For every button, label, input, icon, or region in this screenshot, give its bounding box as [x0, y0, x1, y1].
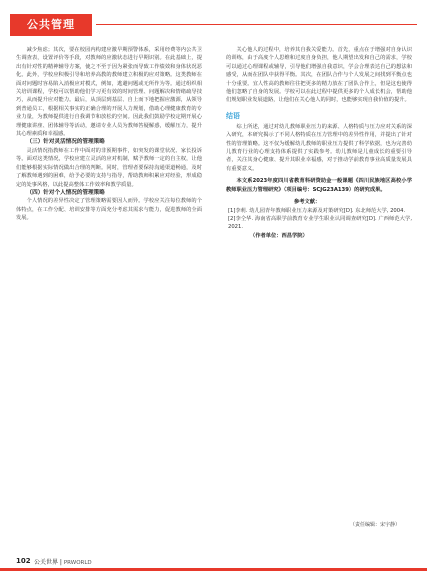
- header-rule: [96, 24, 417, 25]
- reference-item: [1]李莉. 幼儿园青年教师职业压力来源及对策研究[D]. 东北师范大学, 2004.: [228, 207, 406, 214]
- conclusion-heading: 结语: [226, 111, 240, 120]
- page-number: 102: [16, 557, 31, 565]
- section-tag: 公共管理: [10, 14, 92, 36]
- editor-note: （责任编辑：宋宇静）: [350, 522, 401, 528]
- right-column: [226, 46, 412, 240]
- page-header: [10, 14, 427, 36]
- author-affiliation: （作者单位：西昌学院）: [250, 232, 308, 239]
- body-paragraph: 灵活情况指教师在工作中面对的非预期事件，如突发的课堂状况、家长投诉等。面对这类情况，学校应建立灵活的应对机制，赋予教师一定的自主权，让他们能够根据实际情况做出合理的判断。同时，管理者要保持沟通渠道畅通，及时了解教师遇到的困难，给予必要的支持与指导，帮助教师积累应对经验，形成稳定的处事风格，以此提高整体工作效率和教学质量。: [16, 147, 202, 188]
- magazine-name-cn: 公关世界 |: [34, 559, 64, 566]
- magazine-name: [34, 557, 92, 566]
- body-paragraph: 个人情况的差异性决定了管理策略需要因人而异。学校应关注每位教师的个体特点，在工作分配、培训安排等方面充分考虑其需求与能力，促进教师的全面发展。: [16, 198, 202, 222]
- funding-note: 本文系2023年度四川省教育科研资助金一般课题《四川民族地区高校小学教师职业压力管理研究》（项目编号：SCJG23A139）的研究成果。: [226, 178, 412, 193]
- reference-item: [2]李仝华. 海南省高职学前教育专业学生职业认同调查研究[D]. 广西师范大学, 2021.: [228, 215, 412, 231]
- references-title: 参考文献：: [294, 199, 321, 206]
- magazine-name-en: PRWORLD: [63, 560, 92, 566]
- left-column: [16, 46, 202, 223]
- section-heading: （三）针对灵活情况的管理策略: [26, 139, 105, 146]
- page-footer: [0, 557, 427, 571]
- body-paragraph: 综上所述，通过对幼儿教师职业压力的来源、人格特质与压力应对关系的深入研究，本研究揭示了不同人格特质在压力管理中的差异性作用，并提出了针对性的管理策略。这不仅为缓解幼儿教师的职业压力提供了科学依据，也为完善幼儿教育行业的心理支持体系提供了实践参考。幼儿教师是儿童成长的重要引导者，关注其身心健康、提升其职业幸福感，对于推动学前教育事业高质量发展具有重要意义。: [226, 123, 412, 172]
- body-paragraph: 关心他人的过程中，培养其自我关爱能力。首先，重点在于增强对自身认识的训练，由于高度个人思维和过度自身负担，他人期望出发和自己的需求，学校可以通过心理课程或辅导，引导他们增强自我意识，学会合理表达自己的想法和感受，从而在团队中获得平衡。其次，在团队合作与个人发展之间找到平衡点也十分重要。宜人性高的教师往往把更多的精力放在了团队合作上，但是这也使得他们忽略了自身的发展。学校可以在此过程中提供更多的个人成长机会，帮助他们规划职业发展道路，让他们在关心他人的同时，也能够实现自我价值的提升。: [226, 47, 412, 104]
- section-heading: （四）针对个人情况的管理策略: [26, 189, 105, 196]
- body-paragraph: 减少焦虑；其次，要在校园内构建应激早期预警体系，采用经费等内公共卫生调查表，设置评价等手段，对教师的应激状态进行早期识别。在此基础上，提出有针对性的精神辅导方案，使之不至于因为紧张而导致工作绩效和身体状况恶化。此外，学校应积极引导和培养高教的教师建立积极的应对策略。这类教师在面对问题时容易陷入消极应对模式，例如，逃避问题或无所作为等。通过组织相关培训课程，学校可以帮助他们学习更有效的时间管理、问题解决和情绪疏导技巧，从而提升应对能力。最后，从顶层到基层、自上而下地把握应激源，从领导到普通员工，根据相关事实的正确合理的开展人力规划，借助心理健康教育的专业力量，为教师提供进行自我调节和放松的空间。因此我们鼓励学校定期开展心理健康讲座、团体辅导等活动，邀请专业人员为教师答疑解惑，缓解压力，提升其心理素质和幸福感。: [16, 47, 202, 138]
